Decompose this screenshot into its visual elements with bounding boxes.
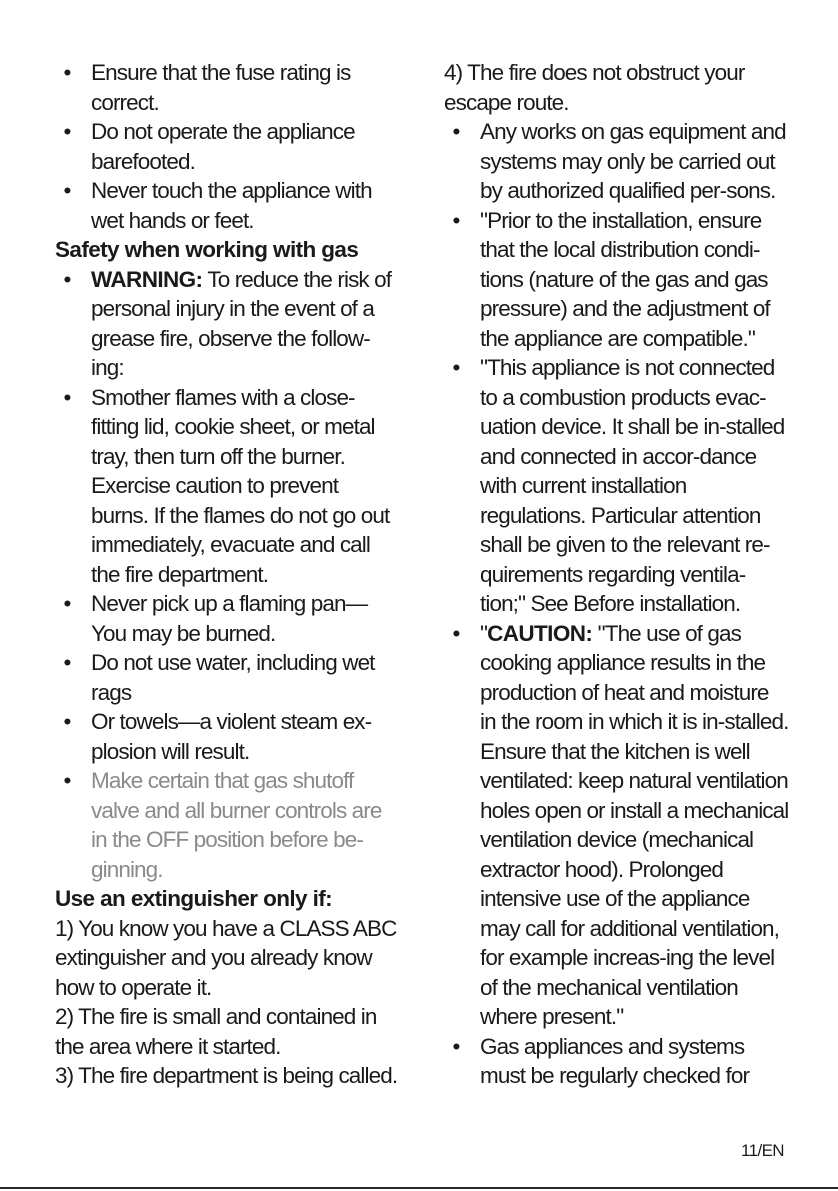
condition-item: 1) You know you have a CLASS ABC extinguisher and you already know how to operate it. — [55, 915, 397, 1000]
extinguisher-heading: Use an extinguisher only if: — [55, 886, 333, 911]
bullet-icon: • — [63, 384, 71, 410]
bullet-text: Any works on gas equipment and systems may only be carried out by authorized qualified per-sons. — [480, 119, 786, 203]
bullet-text: Never pick up a flaming pan—You may be burned. — [91, 591, 368, 646]
bullet-text: Gas appliances and systems must be regularly checked for — [480, 1033, 750, 1088]
bullet-text: Smother flames with a close-fitting lid, cookie sheet, or metal tray, then turn off the burner. Exercise caution to prevent burns. If the flames do not go out immediately, evacuate and call the fire department. — [91, 384, 390, 587]
condition-item: 2) The fire is small and contained in the area where it started. — [55, 1004, 377, 1059]
list-item — [55, 707, 400, 766]
bullet-icon: • — [452, 119, 460, 144]
bullet-icon: • — [63, 768, 71, 793]
bullet-text: Do not operate the appliance barefooted. — [91, 119, 355, 174]
list-item — [55, 589, 400, 648]
bullet-icon: • — [452, 207, 460, 233]
left-column — [55, 58, 400, 1091]
bullet-text: Or towels—a violent steam ex-plosion will result. — [91, 709, 372, 764]
page-number: 11/EN — [741, 1141, 784, 1160]
bullet-icon: • — [63, 178, 71, 203]
right-column — [444, 58, 789, 1091]
bullet-text: Do not use water, including wet rags — [91, 650, 375, 705]
list-item — [444, 117, 789, 206]
list-item — [55, 383, 400, 590]
warning-text: To reduce the risk of personal injury in the event of a grease fire, observe the follow-ing: — [91, 266, 392, 380]
bullet-text: Never touch the appliance with wet hands or feet. — [91, 178, 372, 233]
caution-prefix: " — [480, 620, 488, 646]
bullet-icon: • — [63, 709, 71, 734]
list-item — [55, 176, 400, 235]
bullet-icon: • — [63, 119, 71, 144]
caution-label: CAUTION: — [487, 620, 593, 646]
bullet-text-gray: Make certain that gas shutoff valve and all burner controls are in the OFF position before be-ginning. — [91, 768, 382, 882]
bullet-icon: • — [452, 620, 460, 646]
list-item — [55, 58, 400, 117]
bullet-text: Ensure that the fuse rating is correct. — [91, 60, 351, 115]
bullet-icon: • — [63, 591, 71, 616]
condition-item: 3) The fire department is being called. — [55, 1063, 398, 1088]
list-item — [55, 648, 400, 707]
bullet-icon: • — [452, 1033, 460, 1059]
bullet-icon: • — [63, 650, 71, 675]
list-item — [444, 619, 789, 1032]
list-item — [55, 766, 400, 884]
list-item — [55, 117, 400, 176]
bullet-text: "Prior to the installation, ensure that the local distribution condi-tions (nature of the gas and gas pressure) and the adjustment of the appliance are compatible." — [480, 207, 770, 351]
list-item — [444, 206, 789, 354]
bullet-icon: • — [63, 266, 71, 292]
bullet-icon: • — [452, 355, 460, 380]
caution-text: "The use of gas cooking appliance results in the production of heat and moisture in the room in which it is in-stalled. Ensure that the kitchen is well ventilated: keep natural ventilation holes open or install a mechanical ventilation device (mechanical extractor hood). Prolonged intensive use of the appliance may call for additional ventilation, for example increas-ing the level of the mechanical ventilation where present." — [480, 620, 789, 1029]
list-item — [444, 353, 789, 619]
footer-divider — [0, 1187, 838, 1189]
gas-safety-heading: Safety when working with gas — [55, 237, 359, 262]
bullet-text: "This appliance is not connected to a combustion products evac-uation device. It shall be in-stalled and connected in accor-dance with current installation regulations. Particular attention shall be given to the relevant re-quirements regarding ventila-tion;" See Before installation. — [480, 355, 785, 616]
list-item — [55, 265, 400, 383]
list-item — [444, 1032, 789, 1091]
bullet-icon: • — [63, 60, 71, 85]
warning-label: WARNING: — [91, 266, 203, 292]
condition-item: 4) The fire does not obstruct your escape route. — [444, 60, 745, 115]
